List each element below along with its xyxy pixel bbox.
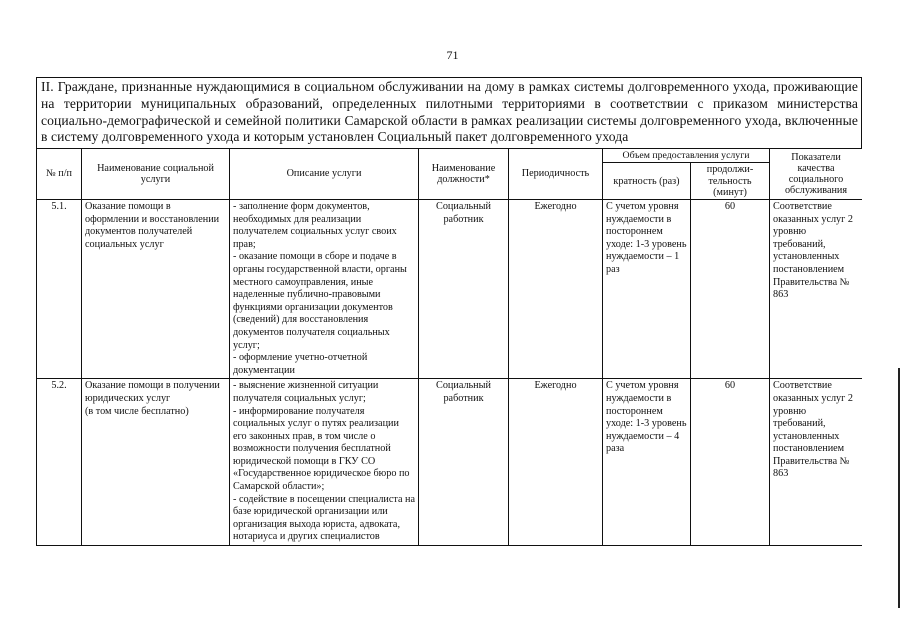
header-volume: Объем предоставления услуги	[603, 149, 770, 163]
row-number: 5.1.	[37, 200, 82, 379]
row-number: 5.2.	[37, 379, 82, 546]
header-description: Описание услуги	[230, 149, 419, 200]
service-multiplicity: С учетом уровня нуждаемости в постороннем уходе: 1-3 уровень нуждаемости – 4 раза	[603, 379, 691, 546]
description-item: - содействие в посещении специалиста на базе юридической организации или организация выхода юриста, адвоката, нотариуса и других специалистов	[233, 493, 416, 543]
table-header-row	[37, 149, 863, 163]
section-heading: II. Граждане, признанные нуждающимися в социальном обслуживании на дому в рамках системы долговременного ухода, проживающие на территории муниципальных образований, определенных пилотными территориями в соответствии с приказом министерства социально-демографической и семейной политики Самарской области в рамках реализации системы долговременного ухода, включенные в систему долговременного ухода и которым установлен Социальный пакет долговременного ухода	[36, 77, 862, 148]
service-description	[230, 379, 419, 546]
page-number: 71	[446, 48, 459, 62]
service-position: Социальный работник	[419, 200, 509, 379]
service-duration: 60	[691, 200, 770, 379]
description-item: - оформление учетно-отчетной документации	[233, 352, 368, 376]
scan-edge-mark	[898, 368, 900, 608]
description-item: - оказание помощи в сборе и подаче в органы государственной власти, органы местного самоуправления, иные наделенные публично-правовыми функциями организации документов (сведений) для восстановления документов получателя социальных услуг;	[233, 251, 407, 351]
table-row	[37, 379, 863, 546]
header-num: № п/п	[37, 149, 82, 200]
service-name-cell	[82, 379, 230, 546]
document-body	[36, 77, 862, 640]
service-quality: Соответствие оказанных услуг 2 уровню требований, установленных постановлением Правительства № 863	[770, 200, 863, 379]
service-name: Оказание помощи в получении юридических услуг	[85, 380, 220, 404]
service-periodicity: Ежегодно	[509, 200, 603, 379]
header-multiplicity: кратность (раз)	[603, 163, 691, 200]
service-periodicity: Ежегодно	[509, 379, 603, 546]
header-quality: Показатели качества социального обслуживания	[770, 149, 863, 200]
description-item: - заполнение форм документов, необходимых для реализации получателем социальных услуг своих прав;	[233, 201, 397, 250]
description-item: - информирование получателя социальных услуг о путях реализации его законных прав, в том числе о возможности получения бесплатной юридической помощи в ГКУ СО «Государственное юридическое бюро по Самарской области»;	[233, 405, 410, 493]
service-quality: Соответствие оказанных услуг 2 уровню требований, установленных постановлением Правительства № 863	[770, 379, 863, 546]
service-position: Социальный работник	[419, 379, 509, 546]
service-description	[230, 200, 419, 379]
description-item: - выяснение жизненной ситуации получателя социальных услуг;	[233, 380, 379, 404]
table-row	[37, 200, 863, 379]
service-multiplicity: С учетом уровня нуждаемости в постороннем уходе: 1-3 уровень нуждаемости – 1 раз	[603, 200, 691, 379]
service-duration: 60	[691, 379, 770, 546]
header-position: Наименование должности*	[419, 149, 509, 200]
services-table	[36, 148, 862, 546]
header-duration: продолжи-тельность (минут)	[691, 163, 770, 200]
service-name-note: (в том числе бесплатно)	[85, 405, 189, 417]
service-name: Оказание помощи в оформлении и восстановлении документов получателей социальных услуг	[82, 200, 230, 379]
header-periodicity: Периодичность	[509, 149, 603, 200]
header-name: Наименование социальной услуги	[82, 149, 230, 200]
